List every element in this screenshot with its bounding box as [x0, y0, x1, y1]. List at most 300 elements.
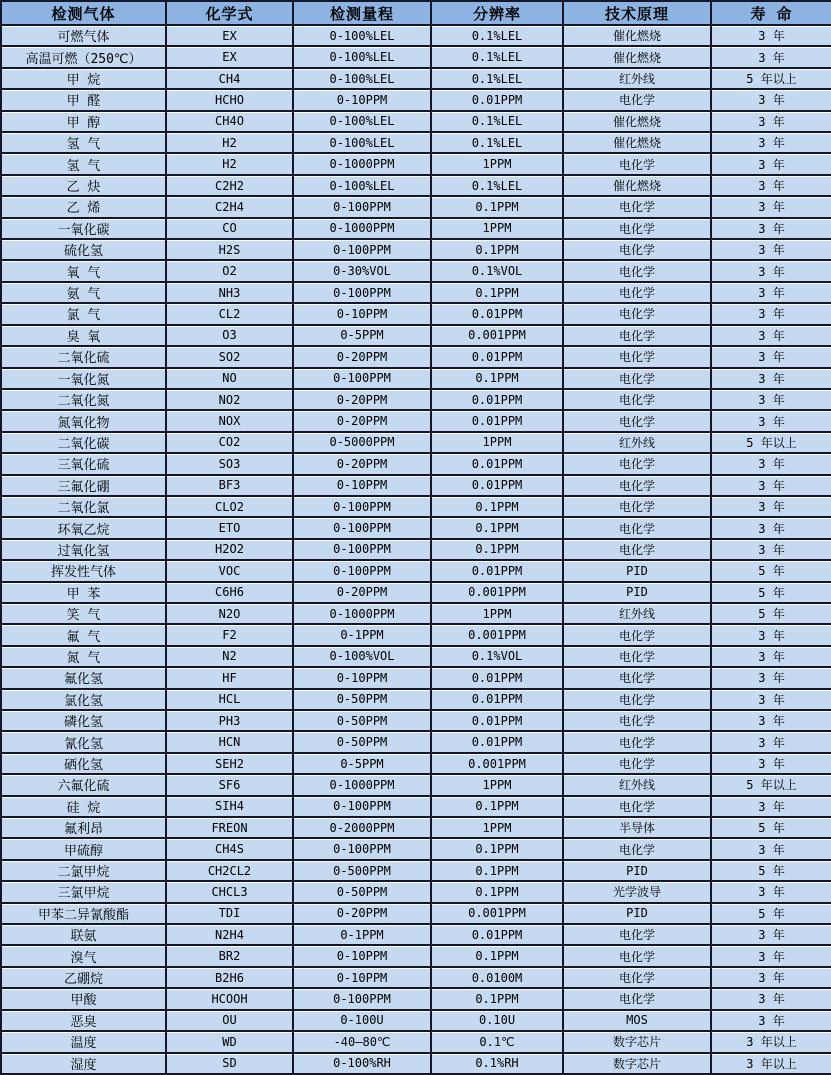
table-cell: 0.1℃ [431, 1031, 563, 1052]
table-cell: BF3 [166, 475, 293, 496]
table-cell: 电化学 [563, 945, 711, 966]
table-cell: HCN [166, 731, 293, 752]
table-cell: 电化学 [563, 260, 711, 281]
table-cell: NO [166, 368, 293, 389]
table-cell: 0-100PPM [293, 239, 431, 260]
table-cell: H2S [166, 239, 293, 260]
table-cell: 5 年 [711, 560, 831, 581]
table-cell: 0.01PPM [431, 410, 563, 431]
table-cell: 电化学 [563, 196, 711, 217]
header-row [1, 1, 831, 25]
table-cell: 5 年 [711, 603, 831, 624]
table-cell: 0.001PPM [431, 325, 563, 346]
table-cell: 3 年 [711, 89, 831, 110]
table-cell: SEH2 [166, 753, 293, 774]
table-cell: 0.01PPM [431, 731, 563, 752]
table-cell: 0-5000PPM [293, 432, 431, 453]
table-cell: 1PPM [431, 432, 563, 453]
table-cell: 0-50PPM [293, 881, 431, 902]
table-cell: 三氯甲烷 [1, 881, 166, 902]
table-cell: CHCL3 [166, 881, 293, 902]
table-cell: 3 年以上 [711, 1031, 831, 1052]
table-row [1, 731, 831, 752]
table-cell: 0-1000PPM [293, 153, 431, 174]
table-cell: 氢 气 [1, 153, 166, 174]
table-cell: 0-100PPM [293, 196, 431, 217]
table-cell: 0.001PPM [431, 624, 563, 645]
table-cell: 3 年 [711, 325, 831, 346]
table-cell: 电化学 [563, 753, 711, 774]
table-cell: 3 年 [711, 111, 831, 132]
table-cell: 电化学 [563, 838, 711, 859]
table-row [1, 153, 831, 174]
table-cell: H2 [166, 153, 293, 174]
table-cell: 半导体 [563, 817, 711, 838]
table-cell: 0-10PPM [293, 945, 431, 966]
table-row [1, 838, 831, 859]
table-cell: 0-100%LEL [293, 46, 431, 67]
table-cell: 3 年 [711, 25, 831, 46]
table-cell: O3 [166, 325, 293, 346]
table-cell: 电化学 [563, 282, 711, 303]
table-row [1, 624, 831, 645]
table-row [1, 817, 831, 838]
table-cell: 0.01PPM [431, 346, 563, 367]
table-cell: 环氧乙烷 [1, 517, 166, 538]
table-cell: EX [166, 46, 293, 67]
table-cell: 0-500PPM [293, 860, 431, 881]
table-row [1, 346, 831, 367]
table-cell: SIH4 [166, 796, 293, 817]
table-cell: 0.01PPM [431, 89, 563, 110]
table-row [1, 25, 831, 46]
table-cell: 电化学 [563, 389, 711, 410]
table-cell: 0-100%VOL [293, 646, 431, 667]
table-cell: BR2 [166, 945, 293, 966]
table-cell: 电化学 [563, 475, 711, 496]
table-cell: 氯化氢 [1, 689, 166, 710]
table-cell: 0-50PPM [293, 710, 431, 731]
table-cell: 3 年 [711, 689, 831, 710]
table-row [1, 432, 831, 453]
table-cell: CH4O [166, 111, 293, 132]
table-cell: 0-20PPM [293, 903, 431, 924]
table-cell: 0.001PPM [431, 753, 563, 774]
table-cell: CO2 [166, 432, 293, 453]
table-cell: 3 年 [711, 282, 831, 303]
table-cell: NOX [166, 410, 293, 431]
table-row [1, 1010, 831, 1031]
table-cell: 5 年 [711, 903, 831, 924]
table-cell: 数字芯片 [563, 1053, 711, 1075]
table-cell: WD [166, 1031, 293, 1052]
table-cell: 1PPM [431, 774, 563, 795]
table-cell: 0-10PPM [293, 89, 431, 110]
table-cell: 电化学 [563, 796, 711, 817]
table-cell: 乙硼烷 [1, 967, 166, 988]
table-cell: PID [563, 903, 711, 924]
header-cell-formula: 化学式 [166, 1, 293, 25]
table-cell: 3 年 [711, 924, 831, 945]
table-cell: 3 年 [711, 881, 831, 902]
table-cell: 0.1%VOL [431, 260, 563, 281]
table-cell: 5 年以上 [711, 774, 831, 795]
table-row [1, 303, 831, 324]
table-cell: 0.1PPM [431, 282, 563, 303]
table-cell: 氮氧化物 [1, 410, 166, 431]
table-cell: 温度 [1, 1031, 166, 1052]
table-cell: 1PPM [431, 603, 563, 624]
table-row [1, 582, 831, 603]
table-cell: 0-20PPM [293, 346, 431, 367]
table-cell: 电化学 [563, 239, 711, 260]
table-cell: 0-10PPM [293, 303, 431, 324]
header-cell-gas: 检测气体 [1, 1, 166, 25]
table-cell: 一氧化氮 [1, 368, 166, 389]
table-cell: 挥发性气体 [1, 560, 166, 581]
table-cell: 硒化氢 [1, 753, 166, 774]
table-cell: -40—80℃ [293, 1031, 431, 1052]
table-cell: 电化学 [563, 303, 711, 324]
table-cell: 3 年 [711, 303, 831, 324]
table-cell: 3 年 [711, 260, 831, 281]
table-cell: 0-20PPM [293, 453, 431, 474]
table-cell: 0-30%VOL [293, 260, 431, 281]
table-cell: 3 年 [711, 838, 831, 859]
table-cell: 0.1%LEL [431, 132, 563, 153]
header-cell-principle: 技术原理 [563, 1, 711, 25]
table-cell: 3 年 [711, 453, 831, 474]
table-cell: 3 年 [711, 175, 831, 196]
table-cell: FREON [166, 817, 293, 838]
table-cell: 0-100%LEL [293, 111, 431, 132]
table-cell: 甲硫醇 [1, 838, 166, 859]
table-cell: 0.01PPM [431, 475, 563, 496]
table-body [1, 25, 831, 1074]
table-row [1, 881, 831, 902]
table-cell: 0-50PPM [293, 689, 431, 710]
table-cell: 3 年 [711, 945, 831, 966]
table-cell: 氟 气 [1, 624, 166, 645]
table-cell: 0.01PPM [431, 924, 563, 945]
table-cell: 1PPM [431, 153, 563, 174]
table-cell: 0.1PPM [431, 860, 563, 881]
table-row [1, 325, 831, 346]
table-row [1, 988, 831, 1009]
table-cell: 0.1PPM [431, 539, 563, 560]
table-row [1, 111, 831, 132]
table-cell: 红外线 [563, 774, 711, 795]
table-cell: C2H2 [166, 175, 293, 196]
table-cell: 0-100PPM [293, 368, 431, 389]
table-cell: 催化燃烧 [563, 46, 711, 67]
table-cell: 0-20PPM [293, 389, 431, 410]
table-cell: 电化学 [563, 517, 711, 538]
table-cell: 电化学 [563, 624, 711, 645]
table-row [1, 218, 831, 239]
table-cell: 硅 烷 [1, 796, 166, 817]
table-cell: 电化学 [563, 89, 711, 110]
table-cell: 0.1PPM [431, 796, 563, 817]
table-cell: 0.1%RH [431, 1053, 563, 1075]
table-row [1, 368, 831, 389]
table-cell: 光学波导 [563, 881, 711, 902]
table-cell: N2 [166, 646, 293, 667]
table-cell: SF6 [166, 774, 293, 795]
table-row [1, 475, 831, 496]
table-cell: 三氧化硫 [1, 453, 166, 474]
table-row [1, 774, 831, 795]
table-cell: 0.1PPM [431, 368, 563, 389]
table-row [1, 389, 831, 410]
table-cell: 1PPM [431, 817, 563, 838]
table-cell: VOC [166, 560, 293, 581]
table-cell: 红外线 [563, 432, 711, 453]
table-cell: 3 年 [711, 496, 831, 517]
table-cell: 3 年 [711, 731, 831, 752]
table-row [1, 175, 831, 196]
table-cell: 5 年以上 [711, 68, 831, 89]
table-cell: HCL [166, 689, 293, 710]
table-cell: 氰化氢 [1, 731, 166, 752]
table-cell: 0.01PPM [431, 560, 563, 581]
table-cell: 3 年 [711, 667, 831, 688]
table-cell: 3 年 [711, 410, 831, 431]
table-cell: 氮 气 [1, 646, 166, 667]
table-cell: 3 年 [711, 539, 831, 560]
table-cell: 联氨 [1, 924, 166, 945]
table-cell: 0-100PPM [293, 560, 431, 581]
table-cell: 乙 烯 [1, 196, 166, 217]
table-cell: 3 年 [711, 346, 831, 367]
table-cell: 0.0100M [431, 967, 563, 988]
table-cell: EX [166, 25, 293, 46]
table-cell: 电化学 [563, 967, 711, 988]
table-cell: 二氯甲烷 [1, 860, 166, 881]
table-cell: 0-1000PPM [293, 774, 431, 795]
table-cell: 电化学 [563, 346, 711, 367]
table-cell: 二氧化硫 [1, 346, 166, 367]
table-row [1, 496, 831, 517]
table-cell: 甲 苯 [1, 582, 166, 603]
table-row [1, 1053, 831, 1075]
table-cell: 数字芯片 [563, 1031, 711, 1052]
table-row [1, 689, 831, 710]
table-cell: 电化学 [563, 646, 711, 667]
table-cell: 0.1PPM [431, 881, 563, 902]
table-row [1, 1031, 831, 1052]
table-cell: SD [166, 1053, 293, 1075]
table-cell: 电化学 [563, 368, 711, 389]
table-cell: 电化学 [563, 988, 711, 1009]
table-cell: PID [563, 582, 711, 603]
table-cell: 3 年 [711, 1010, 831, 1031]
table-cell: 0-100PPM [293, 517, 431, 538]
table-cell: 0.1PPM [431, 196, 563, 217]
table-cell: 0-100%LEL [293, 25, 431, 46]
table-row [1, 924, 831, 945]
table-cell: 0-5PPM [293, 325, 431, 346]
table-cell: 5 年 [711, 582, 831, 603]
table-cell: PH3 [166, 710, 293, 731]
table-cell: 3 年 [711, 646, 831, 667]
table-cell: 0.1%VOL [431, 646, 563, 667]
table-cell: 0-10PPM [293, 475, 431, 496]
table-cell: 0-100PPM [293, 796, 431, 817]
table-cell: 0-2000PPM [293, 817, 431, 838]
table-cell: 0.01PPM [431, 303, 563, 324]
table-cell: 0.1PPM [431, 838, 563, 859]
table-cell: 电化学 [563, 667, 711, 688]
table-row [1, 46, 831, 67]
table-cell: 0-100%LEL [293, 68, 431, 89]
table-row [1, 196, 831, 217]
table-row [1, 945, 831, 966]
table-cell: 臭 氧 [1, 325, 166, 346]
table-cell: 过氧化氢 [1, 539, 166, 560]
table-cell: 0.1PPM [431, 945, 563, 966]
table-cell: 二氧化碳 [1, 432, 166, 453]
table-cell: 甲 醇 [1, 111, 166, 132]
table-cell: N2H4 [166, 924, 293, 945]
table-cell: 3 年 [711, 153, 831, 174]
table-cell: 0-1PPM [293, 624, 431, 645]
table-cell: 0-100PPM [293, 988, 431, 1009]
table-cell: 3 年 [711, 517, 831, 538]
table-cell: 0-100%LEL [293, 132, 431, 153]
table-cell: F2 [166, 624, 293, 645]
table-cell: SO3 [166, 453, 293, 474]
table-cell: 红外线 [563, 68, 711, 89]
table-cell: 催化燃烧 [563, 25, 711, 46]
table-cell: 溴气 [1, 945, 166, 966]
table-row [1, 560, 831, 581]
table-row [1, 132, 831, 153]
table-row [1, 260, 831, 281]
table-cell: ETO [166, 517, 293, 538]
table-cell: 一氧化碳 [1, 218, 166, 239]
table-cell: 电化学 [563, 453, 711, 474]
table-row [1, 89, 831, 110]
table-cell: 氟化氢 [1, 667, 166, 688]
table-cell: 0-100U [293, 1010, 431, 1031]
table-cell: 5 年以上 [711, 432, 831, 453]
table-cell: OU [166, 1010, 293, 1031]
table-cell: H2O2 [166, 539, 293, 560]
table-cell: 红外线 [563, 603, 711, 624]
table-cell: 电化学 [563, 496, 711, 517]
table-row [1, 860, 831, 881]
table-cell: 氨 气 [1, 282, 166, 303]
table-row [1, 710, 831, 731]
table-cell: 3 年 [711, 624, 831, 645]
table-row [1, 539, 831, 560]
table-cell: 氧 气 [1, 260, 166, 281]
table-cell: 0-100%LEL [293, 175, 431, 196]
table-cell: 0-100PPM [293, 539, 431, 560]
table-cell: 湿度 [1, 1053, 166, 1075]
table-row [1, 453, 831, 474]
table-cell: 0.01PPM [431, 453, 563, 474]
table-row [1, 517, 831, 538]
table-cell: 0.01PPM [431, 710, 563, 731]
table-cell: 电化学 [563, 410, 711, 431]
table-cell: 0-10PPM [293, 667, 431, 688]
table-cell: 高温可燃（250℃） [1, 46, 166, 67]
table-cell: 0.1%LEL [431, 175, 563, 196]
table-cell: SO2 [166, 346, 293, 367]
table-cell: NO2 [166, 389, 293, 410]
table-cell: C2H4 [166, 196, 293, 217]
table-cell: 1PPM [431, 218, 563, 239]
table-cell: 笑 气 [1, 603, 166, 624]
table-cell: 二氧化氮 [1, 389, 166, 410]
table-row [1, 667, 831, 688]
table-cell: 二氧化氯 [1, 496, 166, 517]
table-cell: 3 年 [711, 710, 831, 731]
table-cell: 0.10U [431, 1010, 563, 1031]
table-cell: 3 年以上 [711, 1053, 831, 1075]
table-cell: 3 年 [711, 475, 831, 496]
table-cell: CLO2 [166, 496, 293, 517]
table-cell: 催化燃烧 [563, 132, 711, 153]
table-row [1, 753, 831, 774]
table-cell: CH2CL2 [166, 860, 293, 881]
table-cell: 0.1PPM [431, 239, 563, 260]
table-cell: N2O [166, 603, 293, 624]
table-cell: 0.01PPM [431, 689, 563, 710]
table-cell: 电化学 [563, 539, 711, 560]
table-cell: 5 年 [711, 817, 831, 838]
table-cell: 5 年 [711, 860, 831, 881]
table-row [1, 603, 831, 624]
table-cell: 电化学 [563, 710, 711, 731]
table-cell: 氯 气 [1, 303, 166, 324]
table-cell: 0-1000PPM [293, 218, 431, 239]
table-cell: 0-50PPM [293, 731, 431, 752]
table-cell: 0-20PPM [293, 410, 431, 431]
table-cell: HF [166, 667, 293, 688]
table-cell: PID [563, 860, 711, 881]
table-cell: H2 [166, 132, 293, 153]
table-cell: 甲 烷 [1, 68, 166, 89]
table-cell: 0.1PPM [431, 988, 563, 1009]
table-cell: HCOOH [166, 988, 293, 1009]
table-cell: 0.1%LEL [431, 111, 563, 132]
table-cell: B2H6 [166, 967, 293, 988]
table-cell: PID [563, 560, 711, 581]
header-cell-resolution: 分辨率 [431, 1, 563, 25]
table-cell: 0-1PPM [293, 924, 431, 945]
table-cell: 3 年 [711, 368, 831, 389]
table-cell: 三氟化硼 [1, 475, 166, 496]
table-row [1, 410, 831, 431]
table-cell: 3 年 [711, 239, 831, 260]
header-cell-lifespan: 寿 命 [711, 1, 831, 25]
table-cell: 氟利昂 [1, 817, 166, 838]
table-cell: 六氟化硫 [1, 774, 166, 795]
table-cell: 氢 气 [1, 132, 166, 153]
table-cell: 可燃气体 [1, 25, 166, 46]
table-cell: 3 年 [711, 46, 831, 67]
table-cell: CH4 [166, 68, 293, 89]
table-cell: 催化燃烧 [563, 111, 711, 132]
table-row [1, 68, 831, 89]
header-cell-range: 检测量程 [293, 1, 431, 25]
table-row [1, 903, 831, 924]
table-cell: C6H6 [166, 582, 293, 603]
table-cell: 电化学 [563, 689, 711, 710]
